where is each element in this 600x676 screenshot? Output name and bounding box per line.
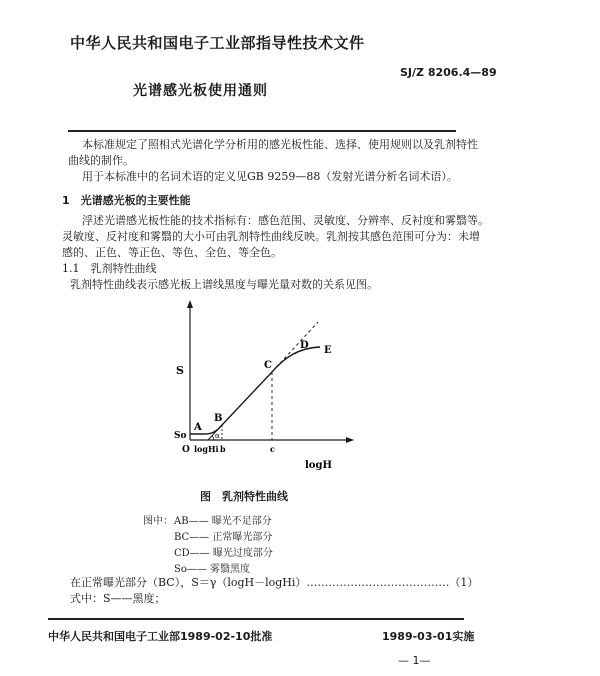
x-axis-label: logH (305, 460, 332, 471)
point-b-label: B (214, 413, 223, 424)
section-1-line-3: 感的、正色、等正色、等色、全色、等全色。 (62, 246, 282, 259)
legend-intro: 图中： (143, 516, 173, 527)
legend-item-ab: AB—— 曝光不足部分 (174, 516, 272, 527)
point-a-label: A (194, 422, 202, 433)
so-label: So (174, 431, 187, 441)
origin-label: O (182, 445, 190, 455)
y-axis-label: S (176, 364, 184, 377)
b-tick-label: b (220, 444, 226, 454)
c-tick-label: c (270, 444, 275, 454)
legend-item-so: So—— 雾翳黑度 (174, 564, 251, 575)
formula-line: 在正常曝光部分（BC），S＝γ（logH－logHi）…………………………………（1） (70, 576, 479, 589)
intro-line-3: 用于本标准中的名词术语的定义见GB 9259—88（发射光谱分析名词术语）。 (82, 170, 458, 183)
loghi-label: logHi (194, 444, 219, 454)
bottom-rule (48, 618, 464, 620)
alpha-label: α (215, 432, 220, 440)
approval-date: 中华人民共和国电子工业部1989-02-10批准 (48, 630, 273, 643)
section-1-line-2: 灵敏度、反衬度和雾翳的大小可由乳剂特性曲线反映。乳剂按其感色范围可分为：未增 (62, 230, 480, 243)
section-1-1-heading: 1.1 乳剂特性曲线 (62, 262, 157, 275)
figure-caption: 图 乳剂特性曲线 (200, 490, 288, 503)
point-c-label: C (264, 360, 272, 371)
intro-line-2: 曲线的制作。 (68, 154, 134, 167)
formula-where: 式中：S——黑度； (70, 592, 166, 605)
section-1-heading: 1 光谱感光板的主要性能 (62, 194, 191, 207)
page-number: — 1— (398, 654, 431, 667)
legend-item-bc: BC—— 正常曝光部分 (174, 532, 273, 543)
document-title: 光谱感光板使用通则 (133, 83, 268, 99)
point-e-label: E (324, 345, 332, 356)
intro-line-1: 本标准规定了照相式光谱化学分析用的感光板性能、选择、使用规则以及乳剂特性 (82, 138, 478, 151)
legend-item-cd: CD—— 曝光过度部分 (174, 548, 273, 559)
top-rule (68, 130, 456, 132)
point-d-label: D (300, 340, 309, 351)
standard-number: SJ/Z 8206.4—89 (400, 66, 497, 79)
effective-date: 1989-03-01实施 (382, 630, 475, 643)
x-axis-arrow (346, 437, 354, 443)
section-1-1-line-1: 乳剂特性曲线表示感光板上谱线黑度与曝光量对数的关系见图。 (70, 278, 378, 291)
org-title: 中华人民共和国电子工业部指导性技术文件 (70, 34, 365, 52)
characteristic-curve (190, 347, 320, 434)
y-axis-arrow (187, 300, 193, 308)
section-1-line-1: 浮述光谱感光板性能的技术指标有：感色范围、灵敏度、分辨率、反衬度和雾翳等。 (82, 214, 489, 227)
characteristic-curve-figure (160, 298, 400, 474)
